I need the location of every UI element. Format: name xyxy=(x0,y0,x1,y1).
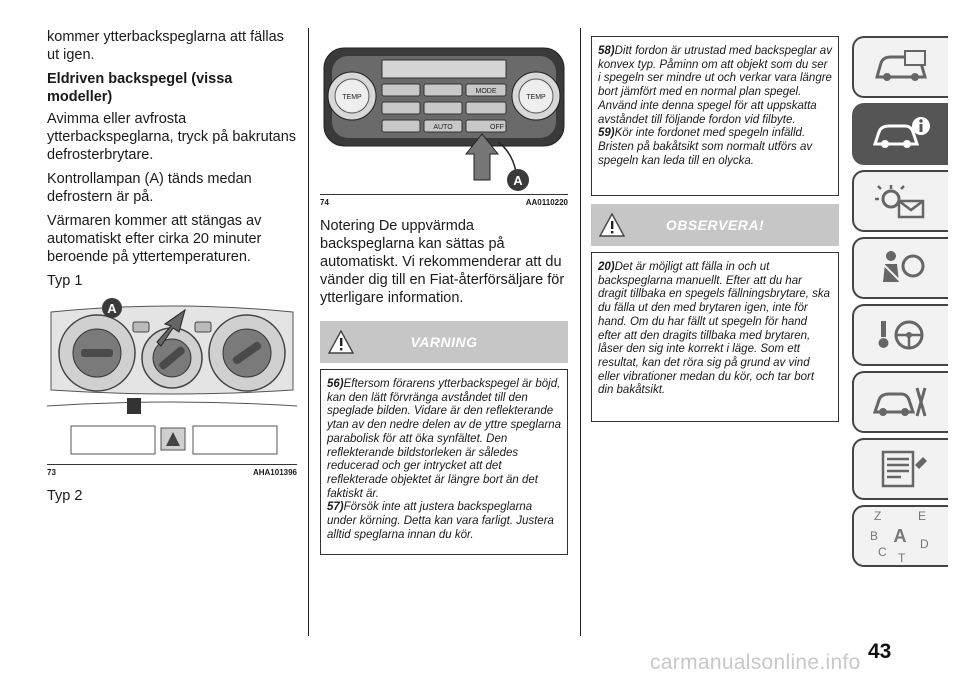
observera-box xyxy=(591,252,839,422)
mode-label: MODE xyxy=(475,88,497,95)
warning-item-number: 56) xyxy=(327,378,344,390)
warning-item-text: Kör inte fordonet med spegeln infälld. Bristen på bakåtsikt som normalt utförs av spegeln kan leda till en olycka. xyxy=(598,127,813,167)
chapter-sidebar xyxy=(852,36,948,572)
temp-right-label: TEMP xyxy=(526,94,546,101)
warning-item-text: Eftersom förarens ytterbackspegel är böjd, kan den lätt förvränga avståndet till den speglade bilden. Vidare är den reflekterande ytan av den nedre delen av de yttre speglarna parabolisk för att öka synfältet. Den reflekterande bildstorleken är således reducerad och ger intrycket att det reflekterade objektet är längre bort än det faktiskt är. xyxy=(327,378,561,500)
warning-item-number: 58) xyxy=(598,45,615,57)
index-letter-d: D xyxy=(920,537,929,551)
automatic-climate-panel-illustration xyxy=(320,34,568,194)
paragraph-fold-out: kommer ytterbackspeglarna att fällas ut igen. xyxy=(47,29,284,63)
observera-header xyxy=(591,204,839,246)
key-steering-wheel-icon xyxy=(871,315,931,355)
paragraph-defrost: Avimma eller avfrosta ytterbackspeglarna, tryck på bakrutans defrosterbrytare. xyxy=(47,111,297,163)
warning-item-58 xyxy=(598,45,832,127)
off-label: OFF xyxy=(490,124,504,131)
figure-number: 74 xyxy=(320,198,329,207)
index-letter-t: T xyxy=(898,551,906,564)
tab-safety[interactable] xyxy=(852,237,948,299)
warning-box xyxy=(320,369,568,555)
tab-maintenance[interactable] xyxy=(852,371,948,433)
tab-warning-lights[interactable] xyxy=(852,170,948,232)
index-letter-a: A xyxy=(893,526,907,546)
column-middle xyxy=(320,28,568,555)
warning-item-number: 57) xyxy=(327,501,344,514)
observera-item-20 xyxy=(598,261,832,398)
figure-73 xyxy=(47,298,297,465)
page-number: 43 xyxy=(868,640,892,663)
warning-item-56 xyxy=(327,378,561,501)
figure-code: AA0110220 xyxy=(525,198,568,207)
warning-item-text: Försök inte att justera backspeglarna under körning. Detta kan vara farligt. Justera alltid speglarna innan du kör. xyxy=(327,501,554,541)
index-letter-b: B xyxy=(870,529,879,543)
column-divider-left xyxy=(308,28,309,636)
warning-continued-box xyxy=(591,36,839,196)
observera-item-number: 20) xyxy=(598,261,615,273)
tab-car-info[interactable] xyxy=(852,103,948,165)
section-heading: Eldriven backspegel (vissa modeller) xyxy=(47,71,233,105)
car-maintenance-tools-icon xyxy=(871,382,931,422)
warning-item-text: Ditt fordon är utrustad med backspeglar av konvex typ. Påminn om att objekt som du ser i spegeln ser mindre ut och verkar vara längre bort jämfört med en normal plan spegel. Använd inte denna spegel för att uppskatta avståndet till följande fordon vid filbyte. xyxy=(598,45,832,126)
column-left xyxy=(47,28,297,511)
index-letter-e: E xyxy=(918,509,927,523)
tab-index[interactable] xyxy=(852,505,948,567)
callout-a-label: A xyxy=(107,301,117,316)
paragraph-indicator: Kontrollampan (A) tänds medan defrostern är på. xyxy=(47,171,252,205)
warning-title: VARNING xyxy=(410,334,478,350)
warning-triangle-icon xyxy=(328,330,354,354)
column-right xyxy=(591,36,839,422)
figure-number: 73 xyxy=(47,468,56,477)
warning-item-57 xyxy=(327,501,561,542)
warning-header xyxy=(320,321,568,363)
warning-item-59 xyxy=(598,127,832,168)
airbag-seatbelt-icon xyxy=(871,248,931,288)
climate-control-panel-illustration xyxy=(47,298,297,464)
figure-73-caption xyxy=(47,465,297,477)
observera-item-text: Det är möjligt att fälla in och ut backspeglarna manuellt. Efter att du har dragit tillbaka en spegels fällningsbrytare, ska du fälla ut den med brytaren igen, inte för hand. Om du har fällt ut spegeln för hand efter att den dragits tillbaka med brytaren, låser den sig inte korrekt i läge. Som ett resultat, kan det röra sig på grund av vind eller vibrationer medan du kör, och tar bort din bakåtsikt. xyxy=(598,261,831,397)
figure-74-caption xyxy=(320,195,568,207)
index-letter-z: Z xyxy=(874,509,882,523)
note-paragraph: Notering De uppvärmda backspeglarna kan sättas på automatiskt. Vi rekommenderar att du vänder dig till en Fiat-återförsäljare för ytterligare information. xyxy=(320,218,565,306)
figure-74 xyxy=(320,34,568,195)
observera-title: OBSERVERA! xyxy=(665,217,765,233)
paragraph-heater-off: Värmaren kommer att stängas av automatiskt efter cirka 20 minuter beroende på yttertemperaturen. xyxy=(47,213,262,265)
callout-a-label: A xyxy=(513,173,523,188)
car-info-icon xyxy=(871,114,931,154)
warning-light-envelope-icon xyxy=(871,181,931,221)
warning-triangle-icon xyxy=(599,213,625,237)
tab-starting-driving[interactable] xyxy=(852,304,948,366)
car-dashboard-icon xyxy=(871,47,931,87)
watermark: carmanualsonline.info xyxy=(650,651,861,674)
warning-item-number: 59) xyxy=(598,127,615,140)
tab-technical-data[interactable] xyxy=(852,438,948,500)
figure-code: AHA101396 xyxy=(252,468,297,477)
column-divider-middle xyxy=(580,28,581,636)
technical-data-list-icon xyxy=(871,449,931,489)
auto-label: AUTO xyxy=(433,124,453,131)
tab-dashboard[interactable] xyxy=(852,36,948,98)
temp-left-label: TEMP xyxy=(342,94,362,101)
type-1-label: Typ 1 xyxy=(47,273,83,289)
type-2-label: Typ 2 xyxy=(47,488,83,504)
index-letter-c: C xyxy=(878,545,887,559)
alphabetical-index-icon xyxy=(866,508,936,564)
